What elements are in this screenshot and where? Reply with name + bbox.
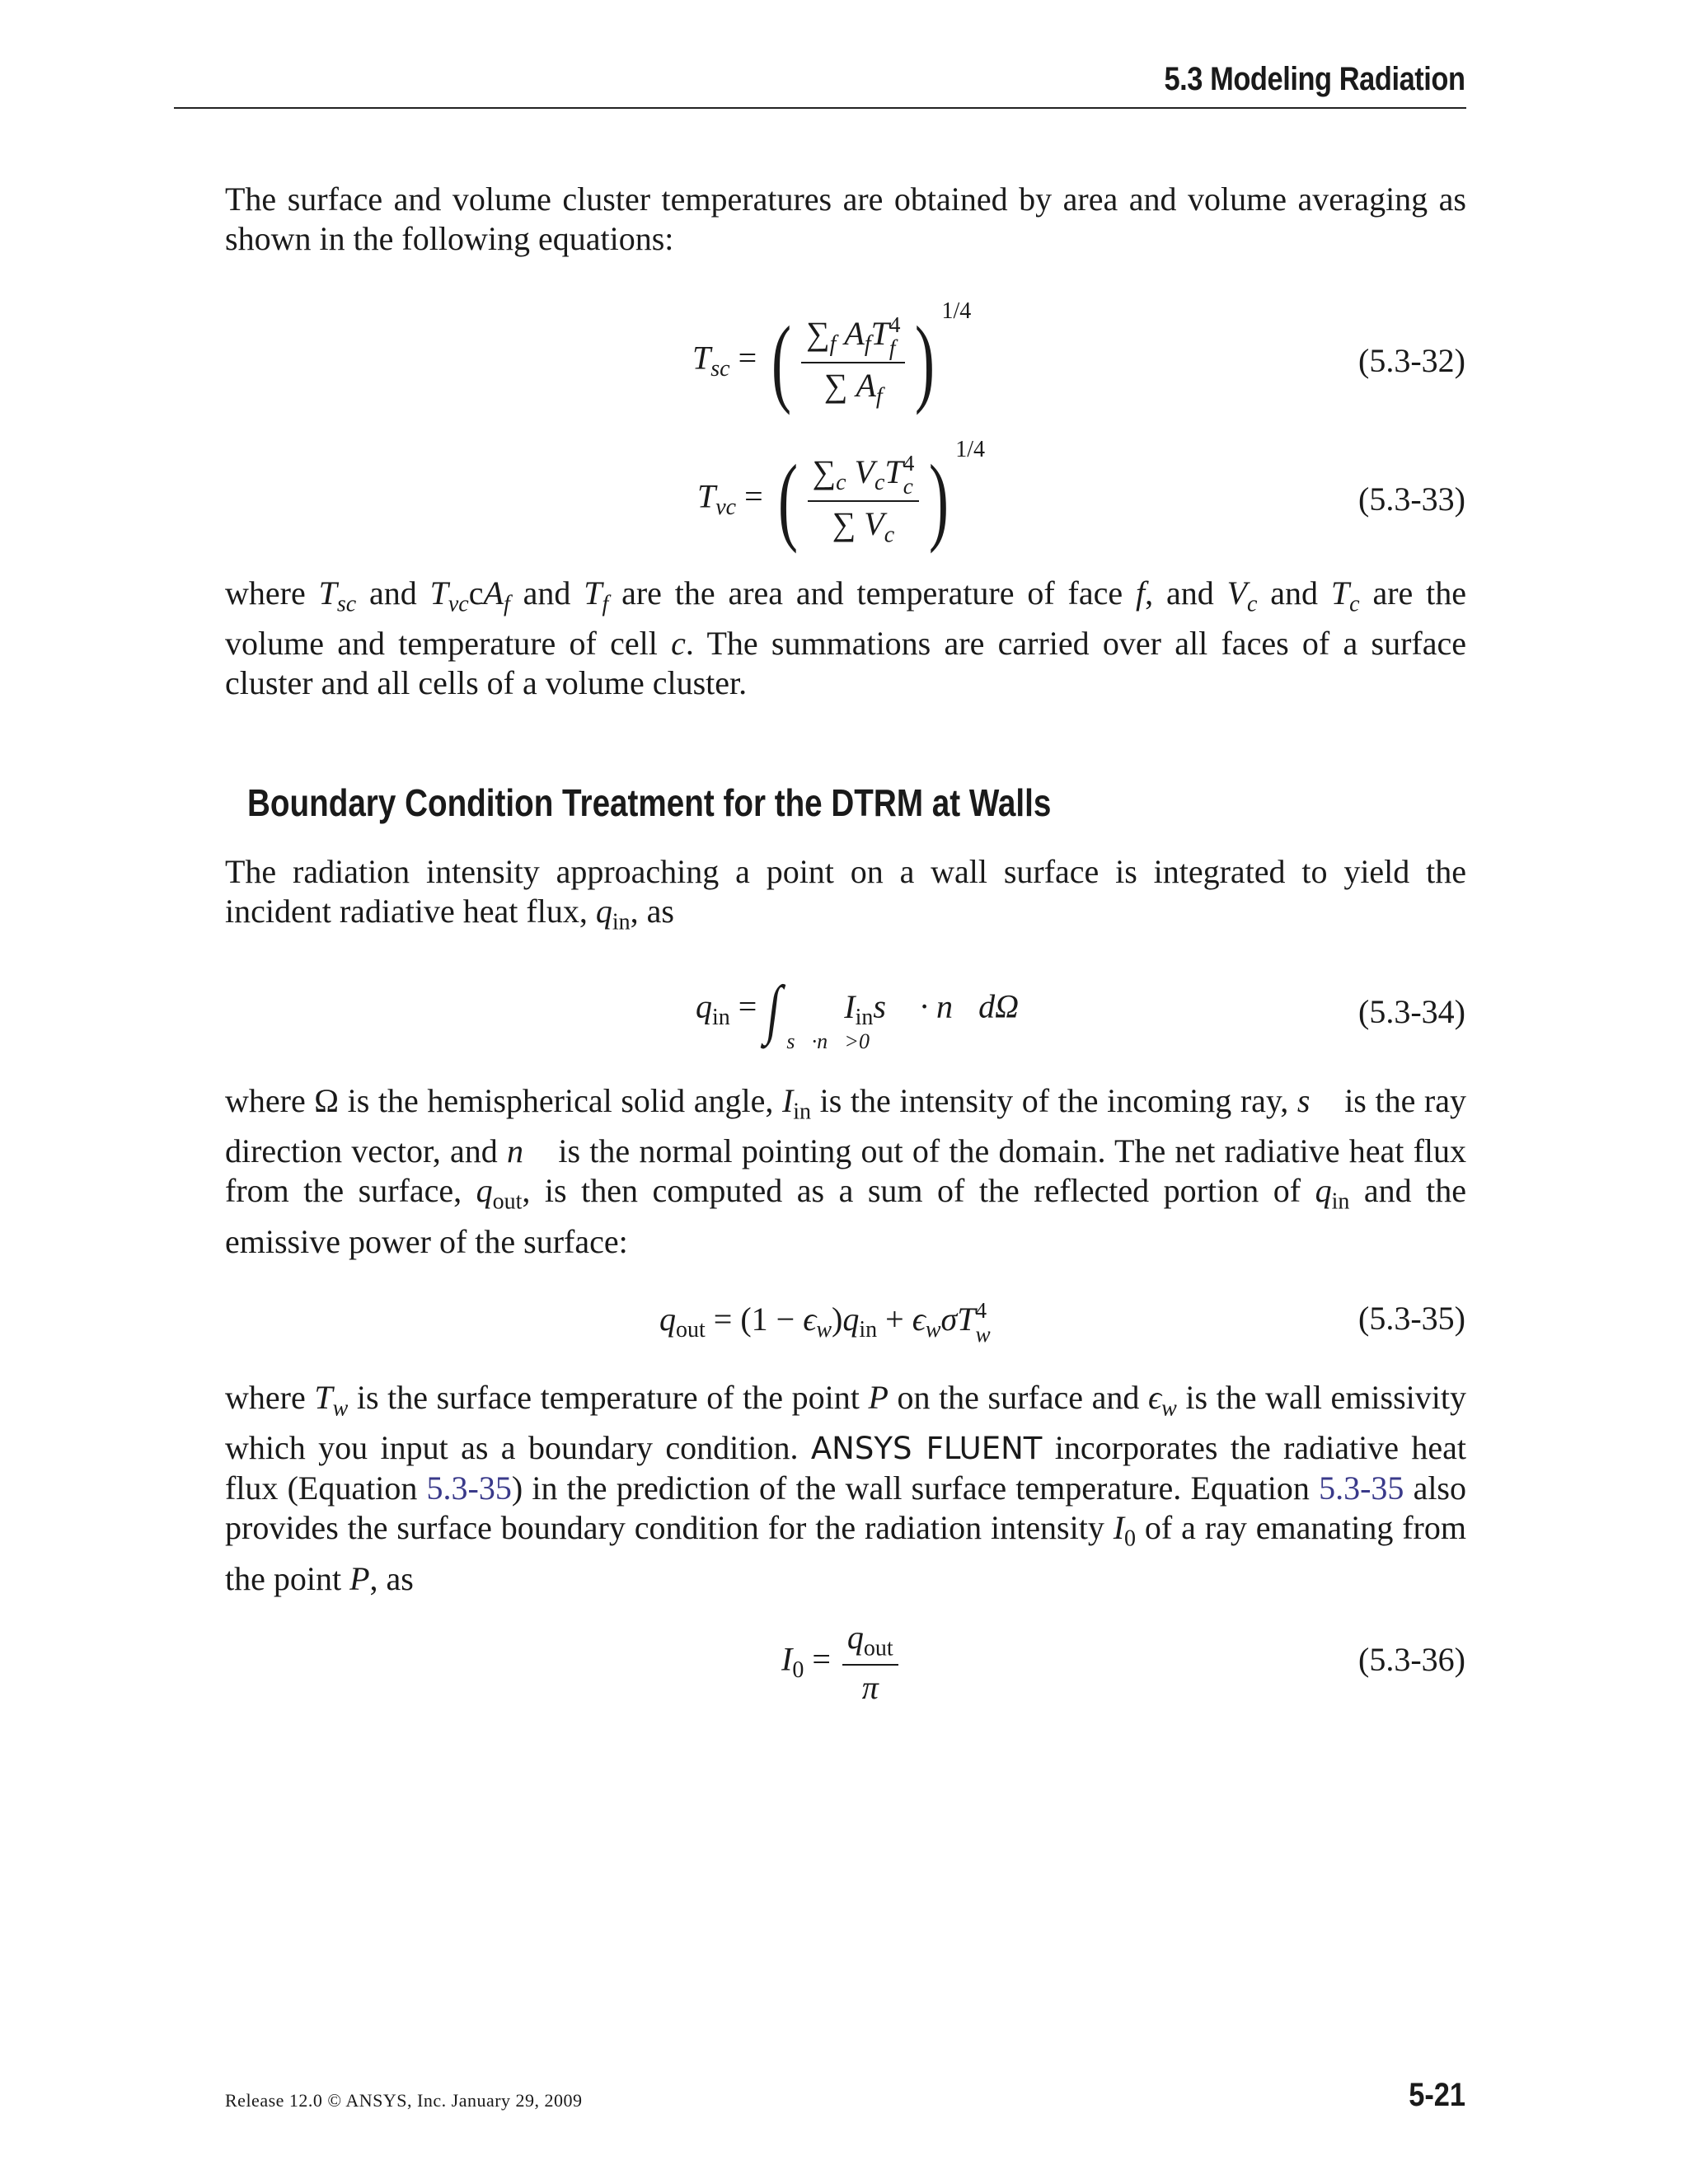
- net-flux-paragraph: where Ω is the hemispherical solid angle, $I_{in}$ is the intensity of the incoming ray, s⃗ is the ray direction vector, and n⃗ is the normal pointing out of the domain. The net radiative heat flux from the surface, $q_{out}$, is then computed as a sum of the reflected portion of $q_{in}$ and the emissive power of the surface:: [225, 1082, 1467, 1260]
- header-rule: [174, 107, 1466, 109]
- boundary-condition-paragraph: where $T_w$ is the surface temperature of the point P on the surface and $\epsilon_w$ is the wall emissivity which you input as a boundary condition. ANSYS FLUENT incorporates the radiative heat flux (Equation 5.3-35) in the prediction of the wall surface temperature. Equation 5.3-35 also provides the surface boundary condition for the radiation intensity $I_0$ of a ray emanating from the point P, as: [225, 1379, 1467, 1597]
- equation-5-3-32: $T_{sc}$ = ( $\sum_f$ $A_fT$ 4 f ∑ $A_f$ ) $^{1/4}$: [692, 298, 972, 416]
- equation-5-3-34: $q_{in}$ = ∫ s⃗·n⃗>0 $I_{in}s⃗$ · n⃗dΩ: [696, 973, 1020, 1053]
- section-heading: Boundary Condition Treatment for the DTRM at Walls: [247, 781, 1052, 824]
- equation-number: (5.3-34): [1358, 993, 1465, 1030]
- intro-paragraph: The surface and volume cluster temperatures are obtained by area and volume averaging as shown in the following equations:: [225, 180, 1466, 257]
- running-header-section-title: 5.3 Modeling Radiation: [1164, 61, 1465, 97]
- page-number: 5-21: [1409, 2077, 1465, 2113]
- equation-reference-link[interactable]: 5.3-35: [426, 1469, 512, 1507]
- cluster-definitions-paragraph: where $T_{sc}$ and $T_{vc}cA_f$ and $T_f$ are the area and temperature of face f, and $V_c$ and $T_c$ are the volume and temperature of cell c. The summations are carried over all faces of a surface cluster and all cells of a volume cluster.: [225, 574, 1466, 702]
- incident-flux-paragraph: The radiation intensity approaching a point on a wall surface is integrated to yield the incident radiative heat flux, $q_{in}$, as: [225, 853, 1466, 935]
- equation-number: (5.3-36): [1358, 1641, 1465, 1678]
- footer-release-info: Release 12.0 © ANSYS, Inc. January 29, 2009: [225, 2090, 583, 2111]
- equation-5-3-35: $q_{out} = (1 - \epsilon_w)q_{in} + \epsilon_w\sigma T$ 4 w: [659, 1298, 991, 1347]
- equation-reference-link[interactable]: 5.3-35: [1319, 1469, 1404, 1507]
- equation-5-3-33: $T_{vc}$ = ( $\sum_c$ $V_cT$ 4 c ∑ $V_c$ ) $^{1/4}$: [697, 437, 986, 555]
- equation-number: (5.3-32): [1358, 342, 1465, 379]
- equation-number: (5.3-35): [1358, 1300, 1465, 1337]
- equation-number: (5.3-33): [1358, 480, 1465, 518]
- equation-5-3-36: $I_0$ = $\frac{q_{out}}{\pi}$: [781, 1619, 902, 1707]
